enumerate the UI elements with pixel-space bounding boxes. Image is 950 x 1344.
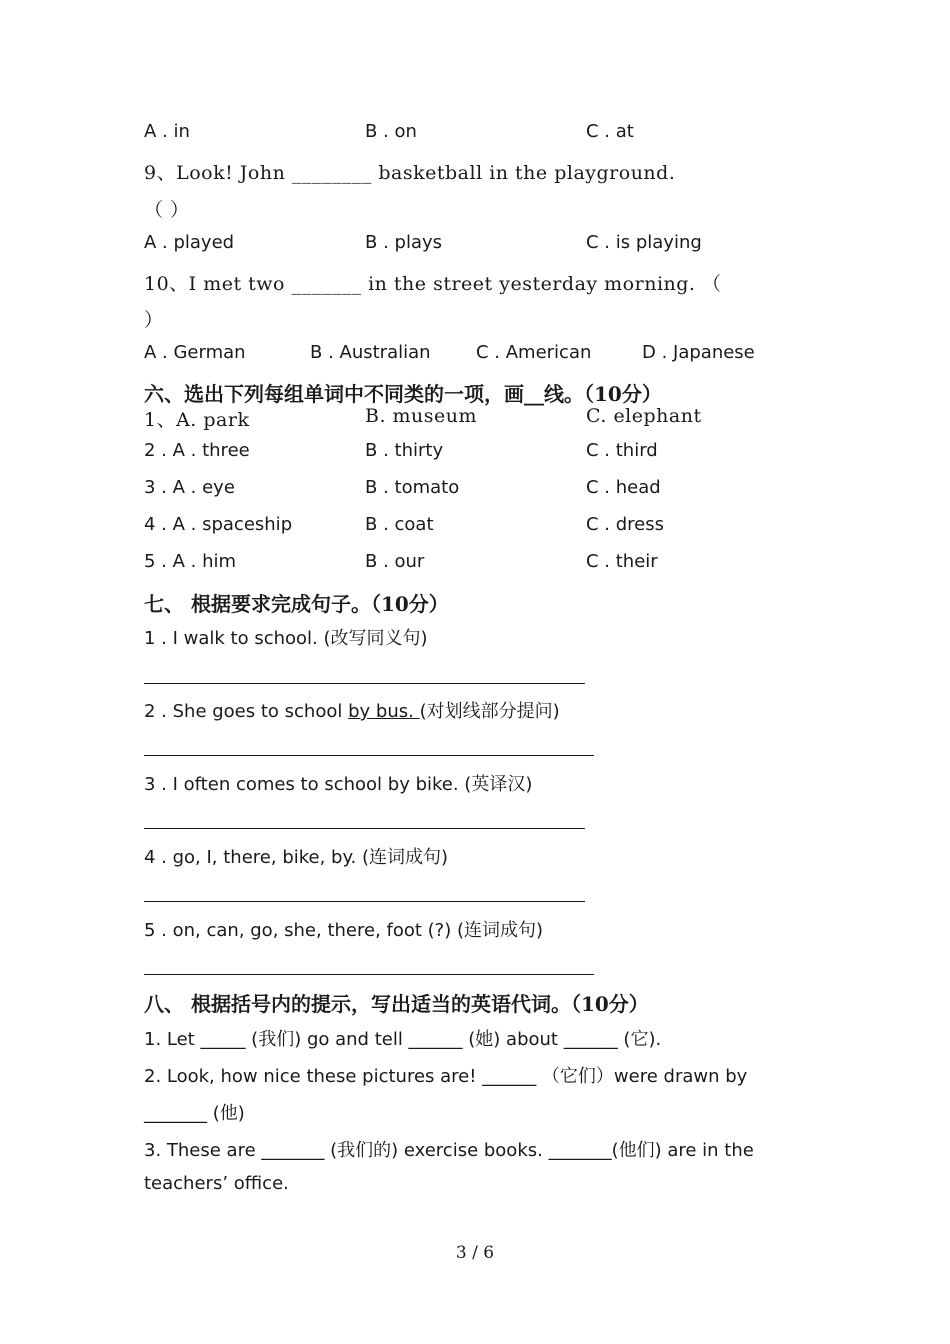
- s6-r2-b: B . thirty: [365, 440, 444, 461]
- section6-row-4: [144, 514, 844, 538]
- q10-option-a: A . German: [144, 342, 246, 363]
- q9-option-a: A . played: [144, 232, 235, 253]
- section6-row-5: [144, 551, 844, 575]
- s6-r2-a: 2 . A . three: [144, 440, 250, 461]
- s6-r3-c: C . head: [586, 477, 661, 498]
- s7-q5: 5 . on, can, go, she, there, foot (?) (连词成句): [144, 920, 544, 941]
- q10-option-b: B . Australian: [310, 342, 431, 363]
- q10-option-c: C . American: [476, 342, 592, 363]
- s8-q3-line2: teachers’ office.: [144, 1173, 289, 1194]
- s6-r3-a: 3 . A . eye: [144, 477, 235, 498]
- s6-r4-a: 4 . A . spaceship: [144, 514, 293, 535]
- s6-r4-c: C . dress: [586, 514, 664, 535]
- section6-heading: 六、选出下列每组单词中不同类的一项，画__线。（10分）: [144, 382, 662, 406]
- s7-q1-answer-line: [144, 683, 585, 684]
- s6-r2-c: C . third: [586, 440, 658, 461]
- q9-answer-bracket: （ ）: [144, 199, 190, 221]
- s7-q2-answer-line: [144, 755, 594, 756]
- q8-option-b: B . on: [365, 121, 417, 142]
- s7-q2-text: 2 . She goes to school: [144, 701, 349, 722]
- s7-q3-answer-line: [144, 828, 585, 829]
- s6-r1-c: C. elephant: [586, 405, 702, 427]
- s7-q4: 4 . go, I, there, bike, by. (连词成句): [144, 847, 449, 868]
- section6-row-3: [144, 477, 844, 501]
- s7-q1: 1 . I walk to school. (改写同义句): [144, 628, 428, 649]
- q10-options: [144, 342, 844, 366]
- s7-q3: 3 . I often comes to school by bike. (英译汉): [144, 774, 533, 795]
- s7-q2-instruction: (对划线部分提问): [419, 701, 560, 722]
- s6-r5-b: B . our: [365, 551, 425, 572]
- s7-q4-answer-line: [144, 901, 585, 902]
- s8-q2-line2: _______ (他): [144, 1103, 245, 1124]
- q9-option-c: C . is playing: [586, 232, 702, 253]
- q9-question: 9、Look! John ________ basketball in the playground.: [144, 162, 676, 184]
- q10-answer-bracket: ）: [144, 309, 164, 331]
- s6-r3-b: B . tomato: [365, 477, 460, 498]
- section7-heading: 七、 根据要求完成句子。（10分）: [144, 592, 449, 616]
- q10-option-d: D . Japanese: [642, 342, 755, 363]
- q8-options: [144, 121, 844, 145]
- s7-q2-underlined: by bus.: [348, 701, 420, 722]
- s7-q2: [144, 697, 560, 723]
- q9-options: [144, 232, 844, 256]
- section8-heading: 八、 根据括号内的提示，写出适当的英语代词。（10分）: [144, 992, 649, 1016]
- s8-q3-line1: 3. These are _______ (我们的) exercise books. _______(他们) are in the: [144, 1140, 754, 1161]
- q9-option-b: B . plays: [365, 232, 443, 253]
- s6-r5-a: 5 . A . him: [144, 551, 237, 572]
- s6-r4-b: B . coat: [365, 514, 434, 535]
- s6-r1-b: B. museum: [365, 405, 478, 427]
- q10-question: 10、I met two _______ in the street yesterday morning. （: [144, 273, 722, 295]
- s8-q2-line1: 2. Look, how nice these pictures are! ______ （它们）were drawn by: [144, 1066, 748, 1087]
- q8-option-a: A . in: [144, 121, 190, 142]
- section6-row-2: [144, 440, 844, 464]
- section6-row-1: [144, 405, 844, 429]
- s6-r1-a: 1、A. park: [144, 409, 250, 431]
- page-number: 3 / 6: [455, 1243, 495, 1263]
- s8-q1: 1. Let _____ (我们) go and tell ______ (她) about ______ (它).: [144, 1029, 662, 1050]
- s6-r5-c: C . their: [586, 551, 658, 572]
- s7-q5-answer-line: [144, 974, 594, 975]
- q8-option-c: C . at: [586, 121, 634, 142]
